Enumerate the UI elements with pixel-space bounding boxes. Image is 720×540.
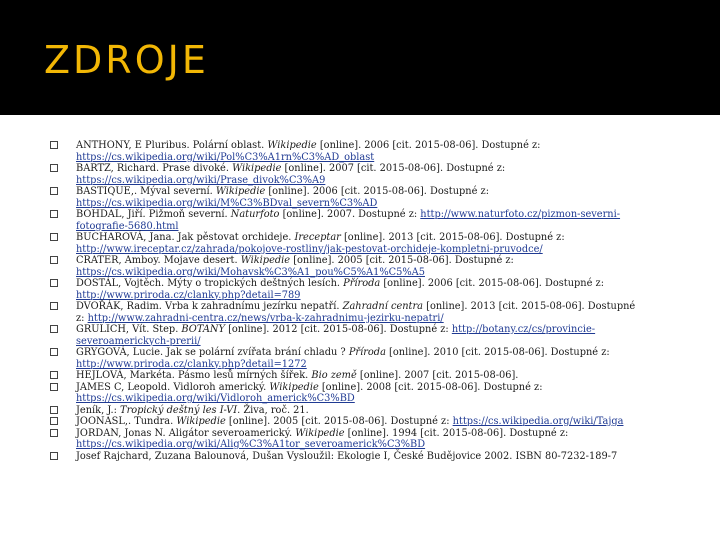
- reference-continuation: [50, 336, 676, 348]
- bullet-square-icon: [50, 279, 58, 287]
- bullet-square-icon: [50, 233, 58, 241]
- bullet-square-icon: [50, 141, 58, 149]
- bullet-square-icon: [50, 164, 58, 172]
- reference-continuation: [50, 267, 676, 279]
- reference-text: Živa, roč. 21.: [240, 404, 309, 416]
- reference-item: [50, 451, 676, 463]
- slide-header-band: [0, 0, 720, 115]
- reference-text: [online]. 2010 [cit. 2015-08-06]. Dostupné z:: [385, 347, 610, 358]
- bullet-square-icon: [50, 406, 58, 414]
- reference-text: JOONASL,. Tundra.: [76, 416, 177, 427]
- reference-item: [50, 209, 676, 221]
- reference-text: ANTHONY, E Pluribus. Polární oblast.: [76, 140, 268, 151]
- reference-source-title: Příroda: [348, 347, 386, 358]
- reference-continuation: [50, 175, 676, 187]
- slide-title: ZDROJE: [44, 38, 209, 82]
- reference-link[interactable]: https://cs.wikipedia.org/wiki/Tajga: [452, 416, 624, 427]
- reference-source-title: Zahradní centra: [342, 301, 424, 312]
- reference-link[interactable]: http://www.ireceptar.cz/zahrada/pokojove-rostliny/jak-pestovat-orchideje-kompletni-pruvodce/: [76, 243, 543, 255]
- reference-source-title: BOTANY: [181, 324, 225, 335]
- reference-text: BASTIQUE,. Mýval severní.: [76, 186, 216, 197]
- reference-text: [online]. 2007 [cit. 2015-08-06].: [356, 370, 519, 381]
- reference-source-title: Wikipedie: [295, 427, 345, 439]
- reference-text: [online]. 1994 [cit. 2015-08-06]. Dostupné z:: [344, 427, 569, 439]
- reference-item: [50, 163, 676, 175]
- reference-source-title: Bio země: [311, 370, 357, 381]
- reference-text: HEJLOVÁ, Markéta. Pásmo lesů mírných šířek.: [76, 370, 312, 381]
- reference-text: [online]. 2005 [cit. 2015-08-06]. Dostupné z:: [290, 255, 514, 266]
- reference-text: DOSTÁL, Vojtěch. Mýty o tropických deštných lesích.: [76, 278, 344, 289]
- reference-item: [50, 370, 676, 382]
- reference-source-title: Wikipedie: [215, 186, 266, 197]
- reference-source-title: Wikipedie: [269, 381, 319, 393]
- reference-link[interactable]: https://cs.wikipedia.org/wiki/M%C3%BDval_severn%C3%AD: [76, 197, 378, 209]
- bullet-square-icon: [50, 302, 58, 310]
- reference-item: [50, 347, 676, 359]
- reference-text: [online]. 2006 [cit. 2015-08-06]. Dostupné z:: [316, 140, 541, 151]
- reference-text: GRULICH, Vít. Step.: [76, 324, 182, 335]
- reference-source-title: Wikipedie: [232, 163, 282, 174]
- reference-text: [online]. 2005 [cit. 2015-08-06]. Dostupné z:: [225, 416, 453, 427]
- reference-text: [online]. 2007. Dostupné z:: [279, 209, 421, 220]
- reference-source-title: Wikipedie: [267, 140, 317, 151]
- reference-source-title: Wikipedie: [240, 255, 291, 266]
- reference-item: [50, 428, 676, 440]
- reference-item: [50, 255, 676, 267]
- reference-source-title: Tropický deštný les I-VI.: [120, 404, 241, 416]
- reference-link[interactable]: http://www.naturfoto.cz/pizmon-severni-: [420, 209, 621, 220]
- reference-item: [50, 416, 676, 428]
- reference-link[interactable]: http://www.priroda.cz/clanky.php?detail=789: [76, 289, 301, 301]
- reference-continuation: [50, 393, 676, 405]
- reference-item: [50, 278, 676, 290]
- reference-text: [online]. 2012 [cit. 2015-08-06]. Dostupné z:: [224, 324, 452, 335]
- reference-link[interactable]: fotografie-5680.html: [76, 220, 179, 232]
- reference-text: BUCHAROVÁ, Jana. Jak pěstovat orchideje.: [76, 232, 295, 243]
- reference-continuation: [50, 244, 676, 256]
- bullet-square-icon: [50, 371, 58, 379]
- reference-text: JORDAN, Jonas N. Aligátor severoamerický.: [76, 427, 296, 439]
- reference-continuation: [50, 152, 676, 164]
- reference-continuation: [50, 198, 676, 210]
- reference-text: z:: [76, 312, 88, 324]
- reference-text: [online]. 2007 [cit. 2015-08-06]. Dostupné z:: [281, 163, 506, 174]
- bullet-square-icon: [50, 348, 58, 356]
- reference-text: DVOŘÁK, Radim. Vrba k zahradnímu jezírku nepatří.: [76, 301, 343, 312]
- reference-link[interactable]: http://www.priroda.cz/clanky.php?detail=1272: [76, 358, 307, 370]
- reference-continuation: [50, 290, 676, 302]
- reference-list: [50, 140, 676, 462]
- reference-item: [50, 140, 676, 152]
- reference-source-title: Naturfoto: [230, 209, 280, 220]
- reference-text: [online]. 2006 [cit. 2015-08-06]. Dostupné z:: [265, 186, 489, 197]
- reference-text: [online]. 2013 [cit. 2015-08-06]. Dostupné z:: [340, 232, 565, 243]
- reference-link[interactable]: https://cs.wikipedia.org/wiki/Prase_divok%C3%A9: [76, 174, 326, 186]
- reference-link[interactable]: severoamerickych-prerii/: [76, 335, 201, 347]
- reference-text: JAMES C, Leopold. Vidloroh americký.: [76, 381, 270, 393]
- reference-text: [online]. 2008 [cit. 2015-08-06]. Dostupné z:: [318, 381, 543, 393]
- reference-link[interactable]: https://cs.wikipedia.org/wiki/Pol%C3%A1rn%C3%AD_oblast: [76, 151, 375, 163]
- reference-source-title: Příroda: [343, 278, 381, 289]
- reference-source-title: Ireceptar: [294, 232, 341, 243]
- reference-link[interactable]: https://cs.wikipedia.org/wiki/Vidloroh_americk%C3%BD: [76, 393, 355, 404]
- reference-link[interactable]: http://botany.cz/cs/provincie-: [451, 324, 596, 335]
- reference-text: [online]. 2013 [cit. 2015-08-06]. Dostupné: [423, 301, 636, 312]
- reference-item: [50, 382, 676, 394]
- reference-continuation: [50, 359, 676, 371]
- bullet-square-icon: [50, 429, 58, 437]
- reference-text: CRATER, Amboy. Mojave desert.: [76, 255, 241, 266]
- reference-continuation: [50, 313, 676, 325]
- bullet-square-icon: [50, 210, 58, 218]
- reference-text: Josef Rajchard, Zuzana Balounová, Dušan Vysloužil: Ekologie I, České Budějovice 2002. ISBN 80-7232-189-7: [76, 450, 618, 462]
- reference-text: GRYGOVÁ, Lucie. Jak se polární zvířata brání chladu ?: [76, 347, 349, 358]
- bullet-square-icon: [50, 452, 58, 460]
- reference-source-title: Wikipedie: [176, 416, 226, 427]
- bullet-square-icon: [50, 383, 58, 391]
- reference-link[interactable]: https://cs.wikipedia.org/wiki/Alig%C3%A1tor_severoamerick%C3%BD: [76, 439, 426, 450]
- reference-link[interactable]: http://www.zahradni-centra.cz/news/vrba-k-zahradnimu-jezirku-nepatri/: [87, 312, 444, 324]
- bullet-square-icon: [50, 256, 58, 264]
- reference-text: BOHDAL, Jiří. Pižmoň severní.: [76, 209, 231, 220]
- reference-text: BARTZ, Richard. Prase divoké.: [76, 163, 233, 174]
- reference-item: [50, 301, 676, 313]
- reference-text: [online]. 2006 [cit. 2015-08-06]. Dostupné z:: [380, 278, 604, 289]
- reference-text: Jeník, J.:: [76, 404, 121, 416]
- reference-link[interactable]: https://cs.wikipedia.org/wiki/Mohavsk%C3%A1_pou%C5%A1%C5%A5: [76, 266, 425, 278]
- reference-continuation: [50, 221, 676, 233]
- bullet-square-icon: [50, 187, 58, 195]
- bullet-square-icon: [50, 325, 58, 333]
- reference-item: [50, 186, 676, 198]
- reference-continuation: [50, 439, 676, 451]
- reference-item: [50, 405, 676, 417]
- bullet-square-icon: [50, 417, 58, 425]
- reference-item: [50, 324, 676, 336]
- reference-item: [50, 232, 676, 244]
